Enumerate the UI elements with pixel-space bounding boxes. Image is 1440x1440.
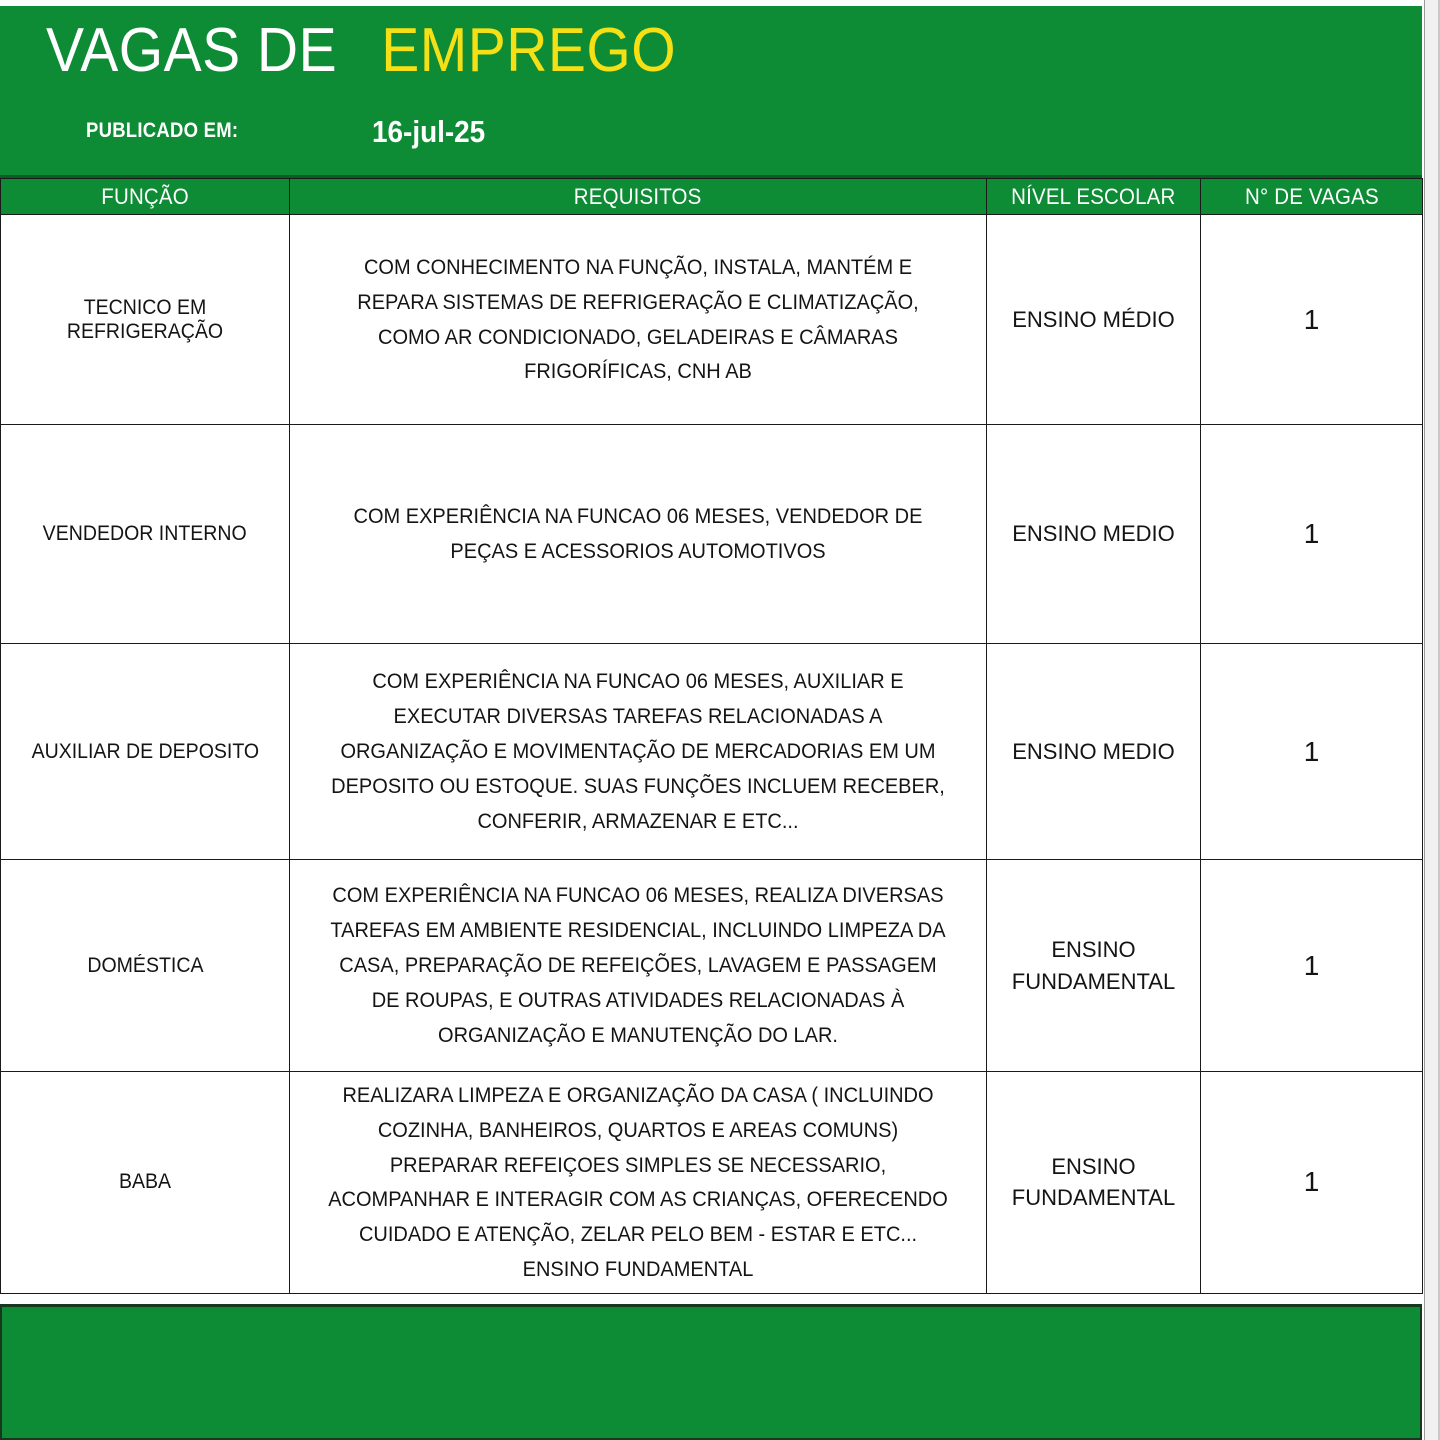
table-row [1, 644, 1423, 860]
footer-band [0, 1304, 1422, 1440]
cell-vagas [1201, 644, 1423, 860]
cell-vagas-text: 1 [1303, 303, 1320, 335]
cell-funcao-text: AUXILIAR DE DEPOSITO [31, 739, 259, 763]
page-banner [0, 6, 1422, 178]
published-label: PUBLICADO EM: [86, 119, 239, 142]
cell-vagas [1201, 425, 1423, 644]
column-header-funcao-label: FUNÇÃO [101, 183, 189, 209]
cell-funcao [1, 644, 290, 860]
cell-nivel-text: ENSINO MEDIO [1012, 521, 1175, 547]
cell-nivel [987, 425, 1201, 644]
vacancies-table [0, 178, 1423, 1294]
column-header-nivel [987, 179, 1201, 215]
page-title-part1: VAGAS DE [46, 16, 338, 85]
column-header-nivel-label: NÍVEL ESCOLAR [1011, 183, 1176, 209]
cell-nivel [987, 1072, 1201, 1294]
column-header-vagas-label: N° DE VAGAS [1244, 183, 1379, 209]
cell-funcao [1, 215, 290, 425]
cell-requisitos-text: REALIZARA LIMPEZA E ORGANIZAÇÃO DA CASA ( INCLUINDO COZINHA, BANHEIROS, QUARTOS E AREAS COMUNS) PREPARAR REFEIÇOES SIMPLES SE NECESSARIO, ACOMPANHAR E INTERAGIR COM AS CRIANÇAS, OFERECENDO CUIDADO E ATENÇÃO, ZELAR PELO BEM - ESTAR E ETC... ENSINO FUNDAMENTAL [328, 1083, 948, 1282]
cell-requisitos [290, 644, 987, 860]
cell-vagas-text: 1 [1303, 1166, 1320, 1198]
cell-funcao-text: TECNICO EM REFRIGERAÇÃO [66, 295, 224, 343]
cell-vagas [1201, 1072, 1423, 1294]
spreadsheet-sheet [0, 6, 1422, 1440]
cell-nivel [987, 215, 1201, 425]
table-row [1, 215, 1423, 425]
cell-nivel-text: ENSINO MEDIO [1012, 738, 1175, 764]
column-header-requisitos [290, 179, 987, 215]
table-row [1, 860, 1423, 1072]
cell-requisitos [290, 860, 987, 1072]
cell-nivel-text: ENSINO FUNDAMENTAL [1011, 936, 1176, 994]
cell-funcao-text: VENDEDOR INTERNO [42, 522, 247, 545]
cell-funcao-text: DOMÉSTICA [86, 953, 204, 977]
column-header-vagas [1201, 179, 1423, 215]
page-title [46, 16, 677, 85]
footer-gap [0, 1294, 1422, 1304]
cell-funcao [1, 860, 290, 1072]
cell-requisitos-text: COM CONHECIMENTO NA FUNÇÃO, INSTALA, MANTÉM E REPARA SISTEMAS DE REFRIGERAÇÃO E CLIMATIZAÇÃO, COMO AR CONDICIONADO, GELADEIRAS E CÂMARAS FRIGORÍFICAS, CNH AB [357, 254, 919, 384]
column-header-funcao [1, 179, 290, 215]
window-scrollbar[interactable] [1424, 0, 1440, 1440]
cell-funcao [1, 1072, 290, 1294]
cell-requisitos [290, 1072, 987, 1294]
cell-nivel-text: ENSINO MÉDIO [1012, 306, 1175, 332]
cell-requisitos-text: COM EXPERIÊNCIA NA FUNCAO 06 MESES, REALIZA DIVERSAS TAREFAS EM AMBIENTE RESIDENCIAL, INCLUINDO LIMPEZA DA CASA, PREPARAÇÃO DE REFEIÇÕES, LAVAGEM E PASSAGEM DE ROUPAS, E OUTRAS ATIVIDADES RELACIONADAS À ORGANIZAÇÃO E MANUTENÇÃO DO LAR. [330, 883, 946, 1047]
cell-funcao-text: BABA [118, 1170, 172, 1194]
cell-requisitos [290, 425, 987, 644]
page-title-part2: EMPREGO [381, 16, 677, 85]
cell-requisitos-text: COM EXPERIÊNCIA NA FUNCAO 06 MESES, VENDEDOR DE PEÇAS E ACESSORIOS AUTOMOTIVOS [353, 504, 923, 563]
cell-nivel [987, 860, 1201, 1072]
table-row [1, 425, 1423, 644]
cell-nivel-text: ENSINO FUNDAMENTAL [1011, 1153, 1176, 1211]
cell-vagas [1201, 215, 1423, 425]
cell-vagas-text: 1 [1303, 949, 1320, 981]
table-body [1, 215, 1423, 1294]
cell-requisitos [290, 215, 987, 425]
published-date: 16-jul-25 [372, 114, 486, 149]
column-header-requisitos-label: REQUISITOS [574, 183, 702, 209]
cell-vagas [1201, 860, 1423, 1072]
cell-nivel [987, 644, 1201, 860]
cell-vagas-text: 1 [1303, 735, 1320, 767]
table-header [1, 179, 1423, 215]
cell-funcao [1, 425, 290, 644]
cell-vagas-text: 1 [1303, 518, 1320, 549]
table-row [1, 1072, 1423, 1294]
cell-requisitos-text: COM EXPERIÊNCIA NA FUNCAO 06 MESES, AUXILIAR E EXECUTAR DIVERSAS TAREFAS RELACIONADAS A ORGANIZAÇÃO E MOVIMENTAÇÃO DE MERCADORIAS EM UM DEPOSITO OU ESTOQUE. SUAS FUNÇÕES INCLUEM RECEBER, CONFERIR, ARMAZENAR E ETC... [331, 669, 945, 833]
table-header-row [1, 179, 1423, 215]
